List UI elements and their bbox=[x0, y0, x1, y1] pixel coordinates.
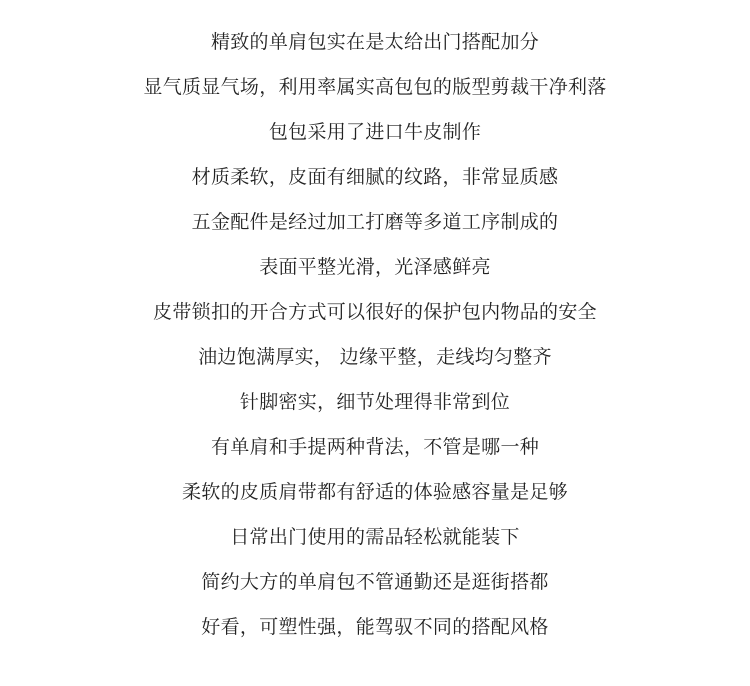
description-line: 包包采用了进口牛皮制作 bbox=[268, 121, 482, 143]
description-line: 材质柔软，皮面有细腻的纹路，非常显质感 bbox=[191, 166, 559, 188]
description-line: 油边饱满厚实， 边缘平整，走线均匀整齐 bbox=[198, 346, 552, 368]
description-line: 针脚密实，细节处理得非常到位 bbox=[239, 391, 511, 413]
description-line: 柔软的皮质肩带都有舒适的体验感容量是足够 bbox=[181, 481, 568, 503]
description-line: 简约大方的单肩包不管通勤还是逛街搭都 bbox=[201, 571, 549, 593]
product-description bbox=[0, 24, 750, 654]
description-line: 显气质显气场，利用率属实高包包的版型剪裁干净利落 bbox=[143, 76, 607, 98]
description-line: 精致的单肩包实在是太给出门搭配加分 bbox=[210, 31, 540, 53]
description-line: 五金配件是经过加工打磨等多道工序制成的 bbox=[191, 211, 559, 233]
description-line: 日常出门使用的需品轻松就能装下 bbox=[230, 526, 520, 548]
description-line: 表面平整光滑，光泽感鲜亮 bbox=[259, 256, 491, 278]
description-line: 好看，可塑性强，能驾驭不同的搭配风格 bbox=[201, 616, 549, 638]
description-line: 皮带锁扣的开合方式可以很好的保护包内物品的安全 bbox=[153, 301, 597, 323]
description-line: 有单肩和手提两种背法，不管是哪一种 bbox=[210, 436, 540, 458]
